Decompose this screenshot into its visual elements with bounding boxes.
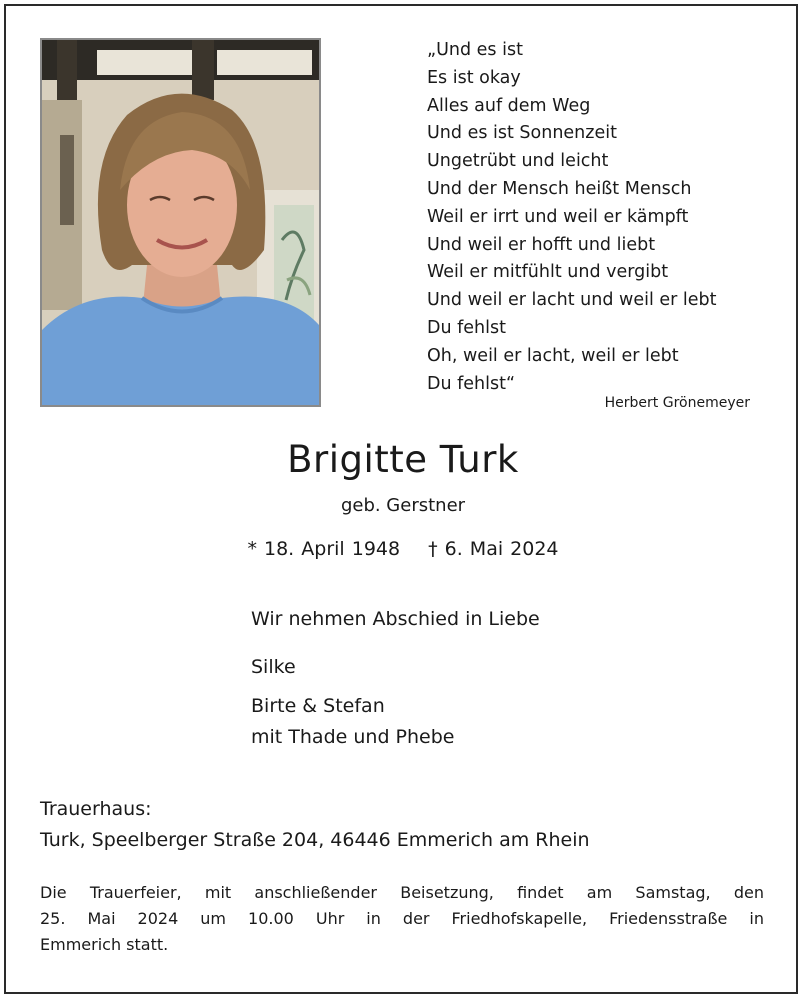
death-date: † 6. Mai 2024 bbox=[428, 538, 559, 560]
poem-line: Und weil er hofft und liebt bbox=[427, 234, 656, 255]
ceremony-notice bbox=[40, 880, 764, 958]
birth-name: geb. Gerstner bbox=[340, 495, 466, 516]
poem-line: Du fehlst“ bbox=[427, 373, 516, 394]
birth-date: * 18. April 1948 bbox=[247, 538, 401, 560]
poem-line: „Und es ist bbox=[427, 40, 523, 60]
poem-line: Und der Mensch heißt Mensch bbox=[427, 178, 692, 199]
mourner-name: Birte & Stefan bbox=[251, 695, 385, 717]
poem-author: Herbert Grönemeyer bbox=[604, 395, 750, 411]
portrait-photo bbox=[40, 38, 321, 407]
mourner-name: mit Thade und Phebe bbox=[251, 726, 455, 748]
poem-line: Und weil er lacht und weil er lebt bbox=[427, 290, 717, 311]
poem bbox=[427, 37, 767, 398]
mourning-house-address: Turk, Speelberger Straße 204, 46446 Emmerich am Rhein bbox=[40, 829, 590, 851]
poem-line: Ungetrübt und leicht bbox=[427, 151, 609, 172]
poem-line: Es ist okay bbox=[427, 67, 521, 88]
ceremony-line: Emmerich statt. bbox=[40, 935, 169, 954]
poem-line: Du fehlst bbox=[427, 317, 506, 338]
poem-line: Oh, weil er lacht, weil er lebt bbox=[427, 345, 679, 366]
poem-line: Und es ist Sonnenzeit bbox=[427, 123, 617, 144]
life-dates bbox=[0, 538, 806, 560]
poem-line: Weil er mitfühlt und vergibt bbox=[427, 262, 669, 283]
poem-line: Weil er irrt und weil er kämpft bbox=[427, 206, 689, 227]
farewell-text: Wir nehmen Abschied in Liebe bbox=[251, 608, 540, 630]
mourner-name: Silke bbox=[251, 656, 296, 678]
ceremony-line: 25. Mai 2024 um 10.00 Uhr in der Friedhofskapelle, Friedensstraße in bbox=[40, 909, 764, 928]
ceremony-line: Die Trauerfeier, mit anschließender Beisetzung, findet am Samstag, den bbox=[40, 883, 764, 902]
mourning-house-label: Trauerhaus: bbox=[40, 798, 152, 820]
deceased-name: Brigitte Turk bbox=[287, 438, 519, 481]
poem-line: Alles auf dem Weg bbox=[427, 95, 591, 116]
